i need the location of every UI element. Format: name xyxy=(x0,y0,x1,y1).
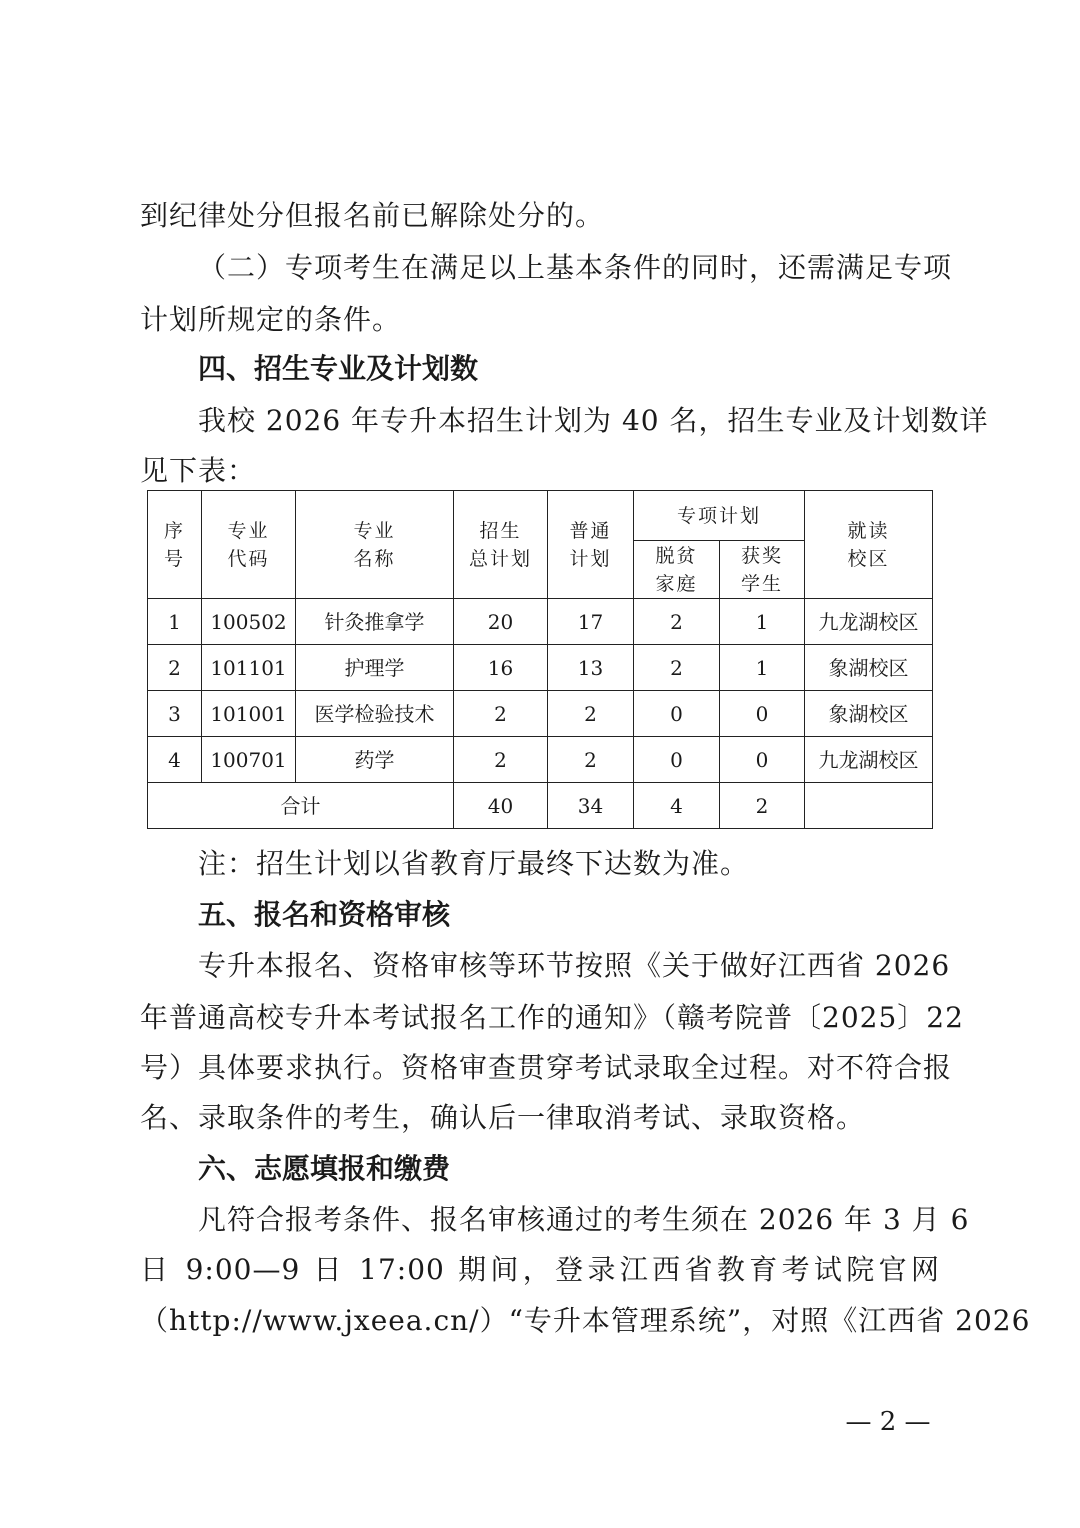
paragraph-line: （二）专项考生在满足以上基本条件的同时，还需满足专项 xyxy=(198,251,953,284)
cell-name: 药学 xyxy=(296,737,454,783)
cell-total: 20 xyxy=(454,599,548,645)
cell-poverty: 2 xyxy=(634,645,720,691)
cell-total: 2 xyxy=(454,737,548,783)
cell-award: 2 xyxy=(720,783,805,829)
enrollment-plan-table xyxy=(147,490,933,829)
cell-award: 1 xyxy=(720,599,805,645)
cell-poverty: 4 xyxy=(634,783,720,829)
section-heading-5: 五、报名和资格审核 xyxy=(198,898,451,931)
paragraph-line: 我校 2026 年专升本招生计划为 40 名，招生专业及计划数详 xyxy=(198,404,989,437)
paragraph-line: （http://www.jxeea.cn/）“专升本管理系统”，对照《江西省 2026 xyxy=(140,1304,1031,1337)
cell-summary-label: 合计 xyxy=(148,783,454,829)
paragraph-line: 名、录取条件的考生，确认后一律取消考试、录取资格。 xyxy=(140,1101,866,1134)
paragraph-line: 日 9:00—9 日 17:00 期间，登录江西省教育考试院官网 xyxy=(140,1253,940,1286)
header-award: 获奖 学生 xyxy=(720,541,805,599)
cell-campus: 象湖校区 xyxy=(805,645,933,691)
cell-campus: 九龙湖校区 xyxy=(805,737,933,783)
cell-total: 2 xyxy=(454,691,548,737)
table-header-row xyxy=(148,491,933,541)
cell-poverty: 0 xyxy=(634,737,720,783)
cell-award: 0 xyxy=(720,691,805,737)
header-special: 专项计划 xyxy=(634,491,805,541)
header-code: 专业 代码 xyxy=(202,491,296,599)
cell-seq: 4 xyxy=(148,737,202,783)
paragraph-line: 年普通高校专升本考试报名工作的通知》（赣考院普〔2025〕22 xyxy=(140,1001,964,1034)
paragraph-line: 凡符合报考条件、报名审核通过的考生须在 2026 年 3 月 6 xyxy=(198,1203,970,1236)
cell-name: 针灸推拿学 xyxy=(296,599,454,645)
cell-name: 护理学 xyxy=(296,645,454,691)
cell-campus: 象湖校区 xyxy=(805,691,933,737)
cell-seq: 1 xyxy=(148,599,202,645)
cell-code: 101001 xyxy=(202,691,296,737)
cell-regular: 17 xyxy=(548,599,634,645)
cell-code: 101101 xyxy=(202,645,296,691)
paragraph-line: 专升本报名、资格审核等环节按照《关于做好江西省 2026 xyxy=(198,949,951,982)
paragraph-line: 号）具体要求执行。资格审查贯穿考试录取全过程。对不符合报 xyxy=(140,1051,953,1084)
cell-award: 1 xyxy=(720,645,805,691)
paragraph-line: 见下表： xyxy=(140,454,257,487)
table-note: 注：招生计划以省教育厅最终下达数为准。 xyxy=(198,847,750,880)
header-poverty: 脱贫 家庭 xyxy=(634,541,720,599)
header-seq: 序 号 xyxy=(148,491,202,599)
cell-poverty: 0 xyxy=(634,691,720,737)
cell-seq: 2 xyxy=(148,645,202,691)
table-row xyxy=(148,645,933,691)
table-summary-row xyxy=(148,783,933,829)
cell-code: 100502 xyxy=(202,599,296,645)
cell-award: 0 xyxy=(720,737,805,783)
cell-seq: 3 xyxy=(148,691,202,737)
section-heading-6: 六、志愿填报和缴费 xyxy=(198,1152,451,1185)
header-total: 招生 总计划 xyxy=(454,491,548,599)
paragraph-line: 计划所规定的条件。 xyxy=(140,303,402,336)
paragraph-line: 到纪律处分但报名前已解除处分的。 xyxy=(140,199,605,232)
cell-regular: 2 xyxy=(548,691,634,737)
table-row xyxy=(148,737,933,783)
cell-total: 16 xyxy=(454,645,548,691)
header-regular: 普通 计划 xyxy=(548,491,634,599)
table-row xyxy=(148,691,933,737)
header-name: 专业 名称 xyxy=(296,491,454,599)
cell-regular: 13 xyxy=(548,645,634,691)
cell-campus xyxy=(805,783,933,829)
page-number: — 2 — xyxy=(845,1407,931,1437)
cell-poverty: 2 xyxy=(634,599,720,645)
cell-regular: 34 xyxy=(548,783,634,829)
header-campus: 就读 校区 xyxy=(805,491,933,599)
cell-campus: 九龙湖校区 xyxy=(805,599,933,645)
cell-regular: 2 xyxy=(548,737,634,783)
section-heading-4: 四、招生专业及计划数 xyxy=(198,352,479,385)
cell-total: 40 xyxy=(454,783,548,829)
cell-name: 医学检验技术 xyxy=(296,691,454,737)
table-row xyxy=(148,599,933,645)
cell-code: 100701 xyxy=(202,737,296,783)
